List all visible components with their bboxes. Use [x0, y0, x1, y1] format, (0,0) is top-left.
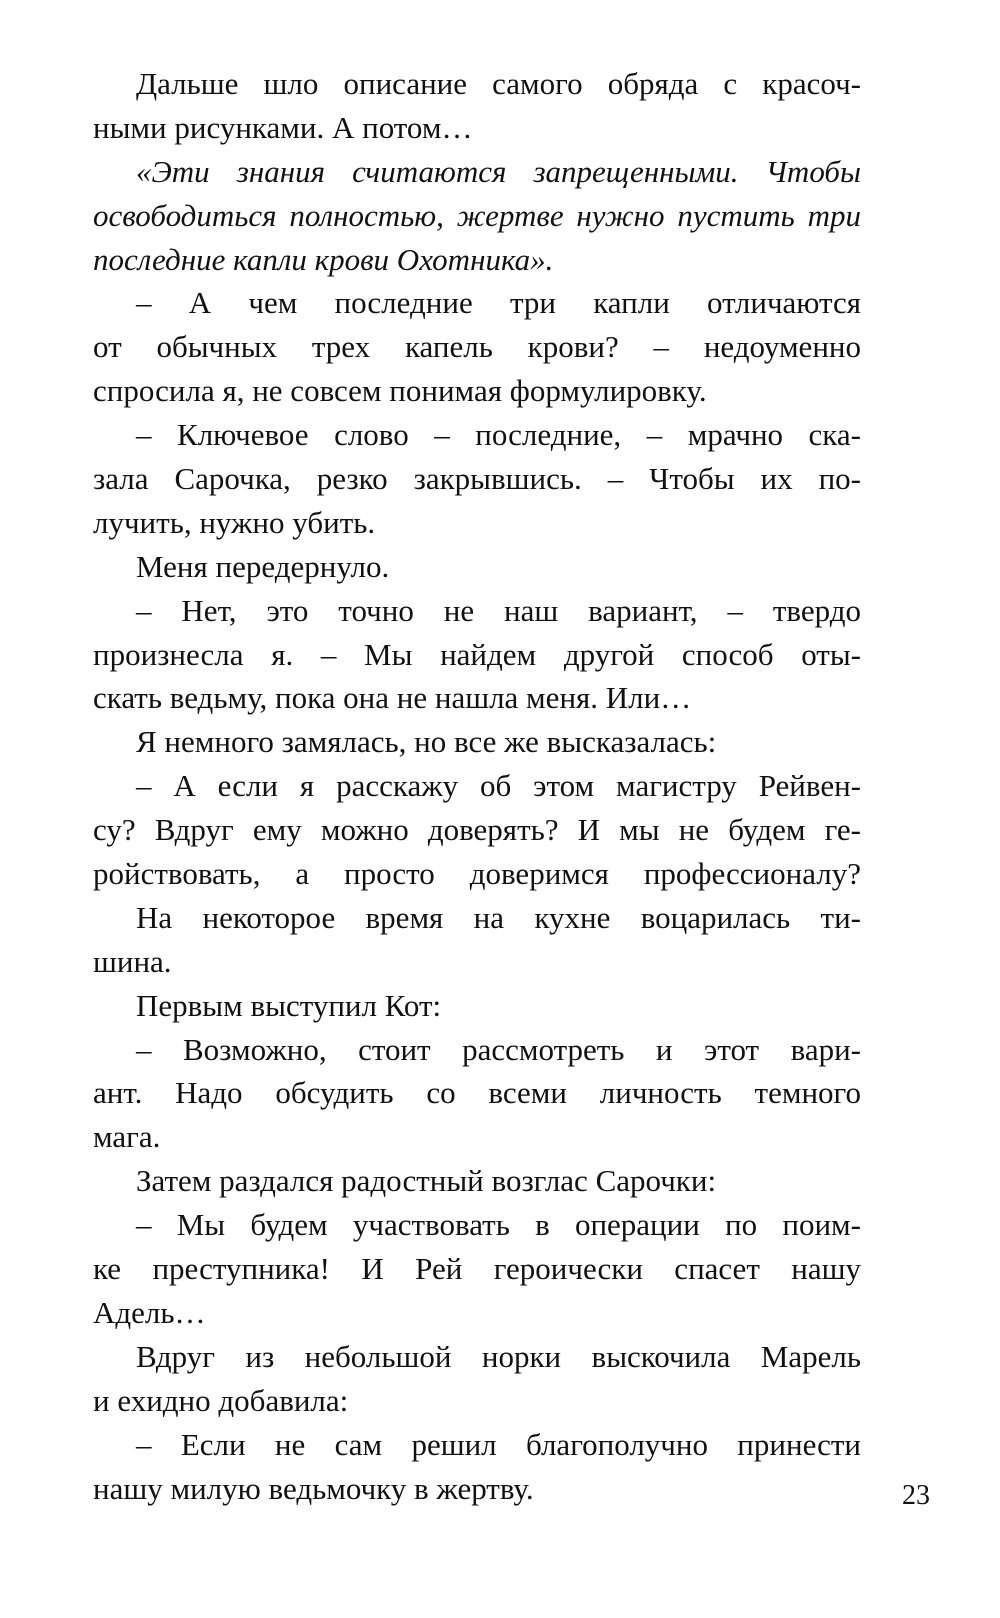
text-line: – Мы будем участвовать в операции по поим-: [136, 1207, 861, 1243]
text-line: от обычных трех капель крови? – недоуменно: [93, 329, 861, 365]
text-line: Я немного замялась, но все же высказалась:: [136, 724, 717, 760]
text-line: – Возможно, стоит рассмотреть и этот вари-: [136, 1031, 861, 1067]
italic-quote-line: «Эти знания считаются запрещенными. Чтобы: [136, 153, 861, 189]
italic-quote-line: освободиться полностью, жертве нужно пустить три: [93, 197, 861, 233]
text-line: – Если не сам решил благополучно принести: [136, 1426, 861, 1462]
text-line: спросила я, не совсем понимая формулировку.: [93, 373, 707, 409]
text-line: мага.: [93, 1119, 161, 1155]
text-line: – А если я расскажу об этом магистру Рейвен-: [136, 768, 861, 804]
text-line: Дальше шло описание самого обряда с красоч-: [136, 66, 861, 101]
text-line: – А чем последние три капли отличаются: [136, 285, 861, 321]
text-line: Меня передернуло.: [136, 548, 390, 584]
text-line: Адель…: [93, 1294, 206, 1330]
text-line: шина.: [93, 943, 172, 979]
text-line: Первым выступил Кот:: [136, 987, 442, 1023]
text-line: Вдруг из небольшой норки выскочила Марель: [136, 1338, 861, 1374]
book-page-text: [93, 62, 861, 1510]
text-line: – Ключевое слово – последние, – мрачно ска-: [136, 417, 861, 453]
page-number: 23: [902, 1480, 930, 1511]
text-line: ройствовать, а просто доверимся профессионалу?: [93, 856, 861, 892]
text-line: зала Сарочка, резко закрывшись. – Чтобы их по-: [93, 461, 861, 497]
text-line: – Нет, это точно не наш вариант, – твердо: [136, 592, 861, 628]
text-line: лучить, нужно убить.: [93, 504, 376, 540]
text-line: нашу милую ведьмочку в жертву.: [93, 1470, 534, 1506]
text-line: су? Вдруг ему можно доверять? И мы не будем ге-: [93, 812, 861, 848]
text-line: ке преступника! И Рей героически спасет нашу: [93, 1251, 861, 1287]
text-line: Затем раздался радостный возглас Сарочки:: [136, 1163, 717, 1199]
text-line: ными рисунками. А потом…: [93, 109, 473, 145]
text-line: ант. Надо обсудить со всеми личность темного: [93, 1075, 861, 1111]
text-line: скать ведьму, пока она не нашла меня. Или…: [93, 680, 692, 716]
text-line: и ехидно добавила:: [93, 1382, 349, 1418]
text-line: произнесла я. – Мы найдем другой способ оты-: [93, 636, 861, 672]
italic-quote-line: последние капли крови Охотника».: [93, 241, 554, 277]
text-line: На некоторое время на кухне воцарилась ти-: [136, 899, 861, 935]
